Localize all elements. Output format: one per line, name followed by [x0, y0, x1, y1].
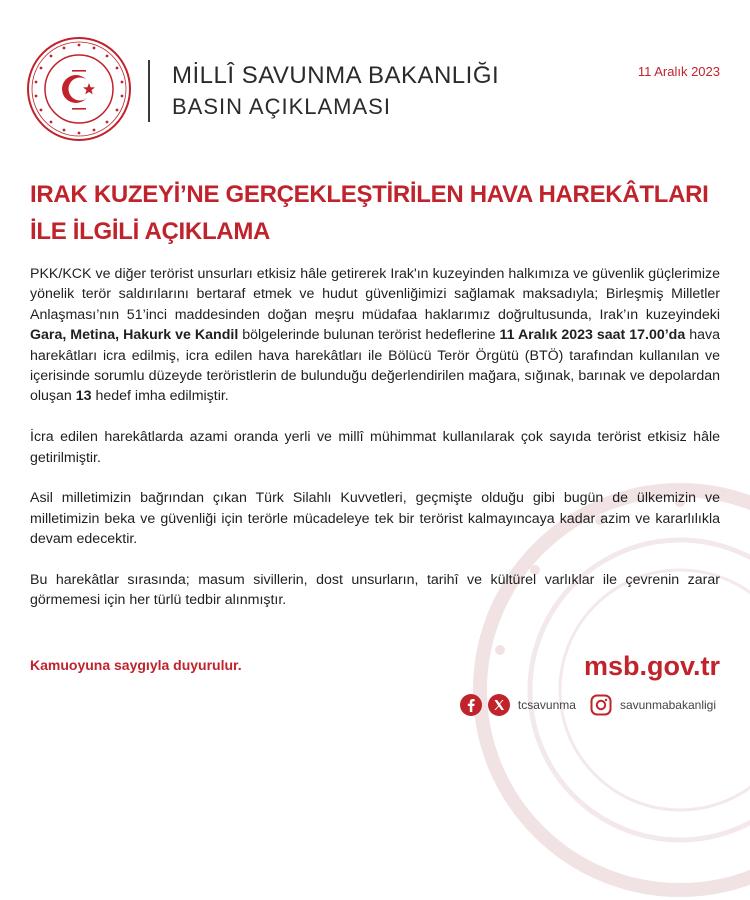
p1-text-3: hava harekâtları icra edilmiş, icra edilen hava harekâtları ile Bölücü Terör Örgütü (BTÖ) tarafından kullanılan ve içerisinde sorumlu düzeyde teröristlerin de bulunduğu değerlendirilen mağara, sığınak, barınak ve depolardan oluşan — [30, 327, 720, 405]
ministry-name: MİLLÎ SAVUNMA BAKANLIĞI — [172, 62, 500, 89]
p1-target-count: 13 — [75, 388, 92, 405]
press-release-date: 11 Aralık 2023 — [637, 64, 720, 79]
paragraph-1 — [30, 264, 720, 407]
headline — [30, 176, 730, 250]
ministry-seal-icon — [26, 36, 132, 142]
closing-line: Kamuoyuna saygıyla duyurulur. — [30, 657, 242, 673]
headline-line-1: IRAK KUZEYİ’NE GERÇEKLEŞTİRİLEN HAVA HAREKÂTLARI — [30, 181, 709, 208]
document-type: BASIN AÇIKLAMASI — [172, 94, 391, 119]
paragraph-3: Asil milletimizin bağrından çıkan Türk Silahlı Kuvvetleri, geçmişte olduğu gibi bugün de ülkemizin ve milletimizin beka ve güvenliği için terörle mücadeleye tek bir terörist kalmayıncaya kadar azim ve kararlılıkla devam edecektir. — [30, 490, 720, 548]
instagram-handle[interactable]: savunmabakanligi — [619, 698, 716, 712]
p1-text-2: bölgelerinde bulunan terörist hedeflerine — [238, 327, 500, 344]
statement-body — [30, 264, 720, 631]
p1-regions: Gara, Metina, Hakurk ve Kandil — [30, 327, 239, 344]
twitter-handle[interactable]: tcsavunma — [517, 698, 576, 712]
instagram-icon[interactable] — [590, 694, 612, 716]
facebook-icon[interactable] — [460, 694, 482, 716]
x-twitter-icon[interactable] — [488, 694, 510, 716]
website-link[interactable]: msb.gov.tr — [583, 651, 720, 681]
social-links — [460, 692, 724, 718]
paragraph-4: Bu harekâtlar sırasında; masum sivillerin, dost unsurların, tarihî ve kültürel varlıklar ile çevrenin zarar görmemesi için her türlü tedbir alınmıştır. — [30, 572, 720, 609]
header-divider — [148, 60, 150, 122]
paragraph-2: İcra edilen harekâtlarda azami oranda yerli ve millî mühimmat kullanılarak çok sayıda terörist etkisiz hâle getirilmiştir. — [30, 429, 720, 466]
headline-line-2: İLE İLGİLİ AÇIKLAMA — [30, 218, 271, 245]
p1-text-4: hedef imha edilmiştir. — [91, 388, 229, 405]
p1-text-1: PKK/KCK ve diğer terörist unsurları etkisiz hâle getirerek Irak'ın kuzeyinden halkımıza ve güvenlik güçlerimize yönelik terör saldırılarını bertaraf etmek ve hudut güvenliğimizi sağlamak maksadıyla; Birleşmiş Milletler Anlaşması’nın 51’inci maddesinden doğan meşru müdafaa haklarımız doğrultusunda, Irak’ın kuzeyindeki — [30, 266, 720, 323]
p1-datetime: 11 Aralık 2023 saat 17.00’da — [499, 327, 686, 344]
